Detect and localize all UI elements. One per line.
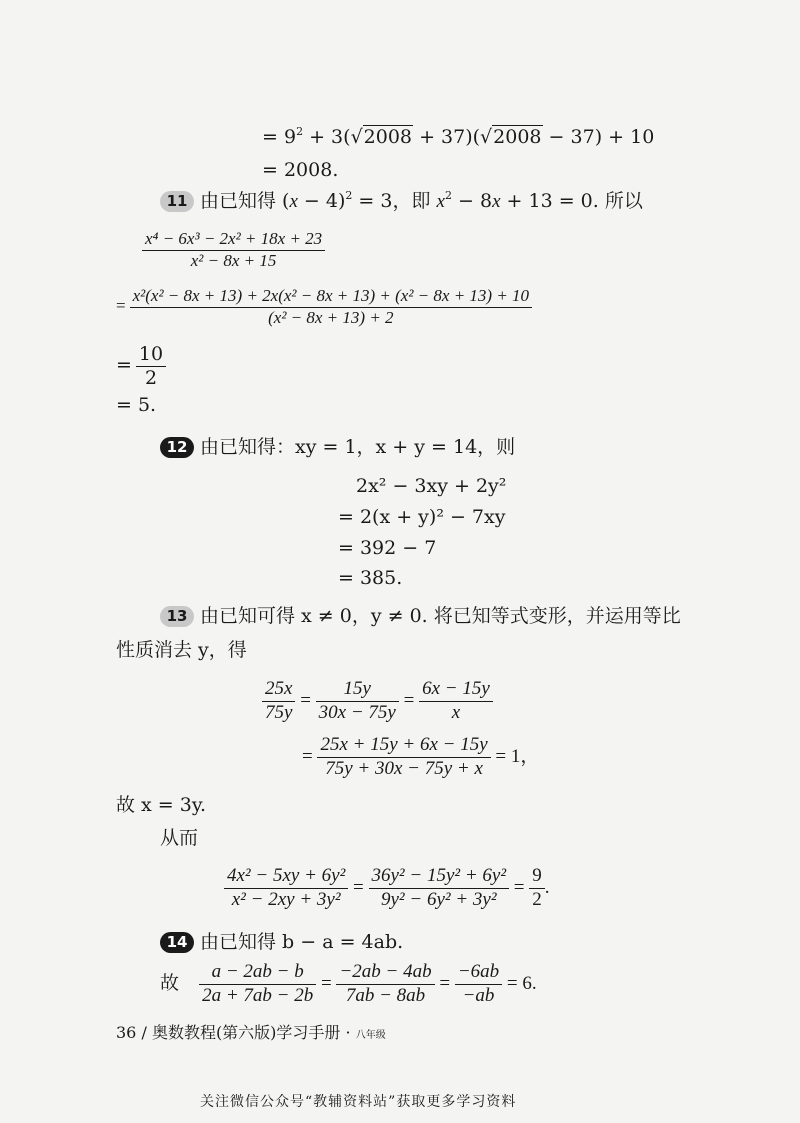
p11-text: − 4)	[297, 190, 346, 212]
p12-text: 由已知得：xy = 1，x + y = 14，则	[200, 436, 516, 458]
fraction-denominator: 2a + 7ab − 2b	[202, 984, 314, 1006]
p10-text: + 3(	[303, 126, 351, 148]
equals-sign: =	[300, 689, 311, 711]
fraction	[142, 230, 325, 270]
p10-text: − 37) + 10	[542, 126, 655, 148]
p11-result: = 5.	[116, 394, 157, 416]
equals-sign: =	[403, 689, 415, 711]
equation-tail: = 6.	[506, 972, 537, 994]
p13-intro-2: 性质消去 y，得	[116, 639, 247, 661]
equals-sign: =	[320, 972, 332, 994]
fraction	[136, 344, 166, 389]
p14-equation	[160, 962, 537, 1007]
p10-exponent: 2	[296, 125, 304, 138]
grade-label: 八年级	[355, 1030, 386, 1041]
p14-text: 故	[160, 971, 180, 994]
p11-fraction-1	[142, 230, 325, 270]
fraction-denominator: 75y	[265, 701, 293, 723]
fraction-numerator: −6ab	[455, 962, 502, 985]
fraction-denominator: x² − 2xy + 3y²	[231, 888, 341, 910]
p10-text: + 37)(	[413, 126, 481, 148]
fraction-denominator: (x² − 8x + 13) + 2	[268, 307, 394, 327]
p13-conclusion: 故 x = 3y.	[116, 794, 207, 816]
fraction-denominator: 9y² − 6y² + 3y²	[381, 888, 497, 910]
fraction-denominator: 7ab − 8ab	[345, 984, 426, 1006]
fraction-numerator: 10	[136, 344, 166, 367]
fraction	[455, 962, 502, 1007]
p11-var: x	[436, 191, 445, 212]
fraction-numerator: 6x − 15y	[419, 679, 493, 702]
p10-radicand: 2008	[493, 126, 542, 148]
p11-exponent: 2	[345, 189, 353, 202]
p11-text: + 13 = 0. 所以	[500, 190, 643, 212]
fraction-denominator: x	[451, 701, 461, 723]
fraction	[262, 679, 295, 724]
p11-intro	[160, 191, 643, 213]
p11-fraction-2	[116, 287, 532, 327]
p10-text: = 9	[262, 126, 297, 148]
fraction	[130, 287, 532, 327]
p12-line-2: = 2(x + y)² − 7xy	[338, 506, 506, 528]
fraction-numerator: 15y	[316, 679, 399, 702]
fraction-numerator: x⁴ − 6x³ − 2x² + 18x + 23	[142, 230, 325, 251]
p11-exponent: 2	[444, 189, 452, 202]
footer-separator: /	[141, 1023, 147, 1042]
p11-var: x	[492, 191, 501, 212]
p13-equation-2	[302, 735, 539, 780]
fraction	[317, 735, 490, 780]
p13-equation-1	[262, 679, 493, 724]
fraction-numerator: 9	[529, 866, 545, 889]
p11-fraction-3	[116, 344, 166, 389]
equals-sign: =	[116, 354, 132, 377]
fraction-numerator: 25x	[262, 679, 295, 702]
fraction	[199, 962, 316, 1007]
page-footer	[116, 1024, 386, 1042]
p12-line-1: 2x² − 3xy + 2y²	[356, 475, 507, 497]
equation-tail: = 1，	[495, 745, 540, 767]
p14-text: 由已知得 b − a = 4ab.	[200, 931, 404, 953]
p12-line-4: = 385.	[338, 567, 403, 589]
fraction	[529, 866, 545, 911]
fraction	[369, 866, 510, 911]
fraction	[316, 679, 399, 724]
fraction	[336, 962, 434, 1007]
p12-line-3: = 392 − 7	[338, 537, 437, 559]
book-title: 奥数教程(第六版)学习手册	[151, 1023, 341, 1042]
p10-line-1	[262, 127, 654, 149]
problem-number-badge: 13	[160, 606, 194, 627]
p14-intro	[160, 932, 403, 954]
equals-sign: =	[513, 876, 525, 898]
p13-thus: 从而	[160, 827, 199, 849]
fraction-numerator: a − 2ab − b	[199, 962, 316, 985]
fraction-denominator: 2	[144, 366, 158, 389]
fraction-numerator: 4x² − 5xy + 6y²	[224, 866, 348, 889]
equation-tail: .	[544, 876, 550, 898]
p12-intro	[160, 437, 515, 459]
sqrt-symbol: √2008	[480, 126, 542, 148]
fraction-numerator: 36y² − 15y² + 6y²	[369, 866, 510, 889]
p13-equation-3	[224, 866, 550, 911]
page-number: 36	[116, 1023, 137, 1042]
equals-sign: =	[116, 296, 126, 316]
fraction-denominator: 2	[532, 888, 542, 910]
equals-sign: =	[353, 876, 364, 898]
fraction-numerator: x²(x² − 8x + 13) + 2x(x² − 8x + 13) + (x² − 8x + 13) + 10	[130, 287, 532, 308]
fraction-numerator: 25x + 15y + 6x − 15y	[317, 735, 490, 758]
p10-line-2: = 2008.	[262, 159, 339, 181]
sqrt-symbol: √2008	[350, 126, 413, 148]
p11-text: 由已知得 (	[200, 190, 290, 212]
fraction-denominator: 75y + 30x − 75y + x	[325, 757, 483, 779]
p11-text: = 3，即	[352, 190, 437, 212]
p13-intro-1	[160, 606, 681, 628]
fraction-denominator: −ab	[462, 984, 495, 1006]
p10-radicand: 2008	[363, 126, 413, 148]
equals-sign: =	[439, 972, 451, 994]
fraction-denominator: 30x − 75y	[318, 701, 396, 723]
problem-number-badge: 14	[160, 932, 194, 953]
equals-sign: =	[302, 745, 313, 767]
bottom-note: 关注微信公众号“教辅资料站”获取更多学习资料	[200, 1094, 517, 1110]
p11-var: x	[289, 191, 298, 212]
problem-number-badge: 11	[160, 191, 194, 212]
fraction-denominator: x² − 8x + 15	[190, 250, 277, 270]
p11-text: − 8	[451, 190, 493, 212]
fraction	[224, 866, 348, 911]
p13-text: 由已知可得 x ≠ 0，y ≠ 0. 将已知等式变形，并运用等比	[200, 605, 681, 627]
fraction-numerator: −2ab − 4ab	[336, 962, 434, 985]
fraction	[419, 679, 493, 724]
problem-number-badge: 12	[160, 437, 194, 458]
footer-dot: ·	[345, 1023, 351, 1042]
